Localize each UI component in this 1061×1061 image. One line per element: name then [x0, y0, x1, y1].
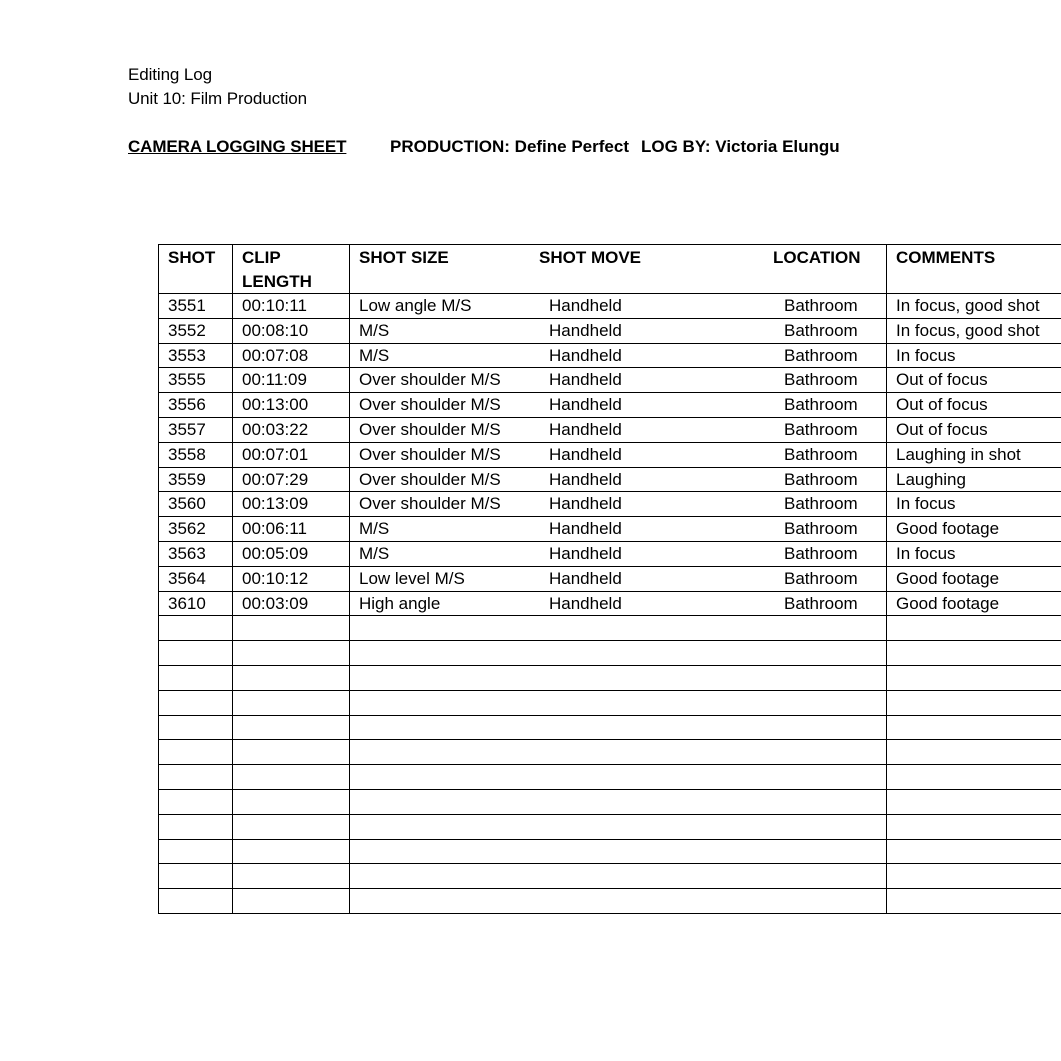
cell-comments: In focus	[896, 544, 956, 563]
production-name: PRODUCTION: Define Perfect	[390, 137, 629, 156]
row-divider	[158, 665, 1061, 666]
column-header-location: LOCATION	[773, 248, 861, 267]
cell-shot: 3555	[168, 370, 206, 389]
cell-shot-move: Handheld	[549, 569, 622, 588]
row-divider	[158, 739, 1061, 740]
log-by: LOG BY: Victoria Elungu	[641, 137, 840, 156]
row-divider	[158, 863, 1061, 864]
column-header-length: LENGTH	[242, 272, 312, 291]
row-divider	[158, 814, 1061, 815]
cell-clip-length: 00:08:10	[242, 321, 309, 340]
cell-location: Bathroom	[784, 321, 858, 340]
cell-comments: In focus	[896, 494, 956, 513]
camera-log-table	[158, 244, 1061, 915]
cell-clip-length: 00:03:09	[242, 594, 309, 613]
unit-title: Unit 10: Film Production	[128, 89, 308, 108]
cell-comments: In focus, good shot	[896, 296, 1040, 315]
cell-location: Bathroom	[784, 346, 858, 365]
cell-comments: Good footage	[896, 569, 1000, 588]
cell-shot: 3564	[168, 569, 206, 588]
cell-comments: Out of focus	[896, 420, 988, 439]
cell-location: Bathroom	[784, 296, 858, 315]
cell-shot-move: Handheld	[549, 494, 622, 513]
cell-shot-size: Over shoulder M/S	[359, 494, 501, 513]
cell-comments: Good footage	[896, 519, 1000, 538]
cell-shot: 3610	[168, 594, 206, 613]
cell-shot-size: High angle	[359, 594, 441, 613]
cell-location: Bathroom	[784, 594, 858, 613]
cell-shot-move: Handheld	[549, 594, 622, 613]
cell-comments: Laughing	[896, 470, 966, 489]
cell-clip-length: 00:06:11	[242, 519, 307, 538]
cell-shot-size: Over shoulder M/S	[359, 395, 501, 414]
cell-shot-move: Handheld	[549, 346, 622, 365]
sheet-title-wrap	[128, 137, 346, 157]
cell-location: Bathroom	[784, 370, 858, 389]
cell-clip-length: 00:10:12	[242, 569, 309, 588]
cell-shot-size: Over shoulder M/S	[359, 370, 501, 389]
cell-shot-size: M/S	[359, 544, 390, 563]
cell-location: Bathroom	[784, 544, 858, 563]
cell-shot-size: Over shoulder M/S	[359, 420, 501, 439]
cell-shot-size: M/S	[359, 519, 390, 538]
cell-comments: In focus	[896, 346, 956, 365]
cell-clip-length: 00:11:09	[242, 370, 307, 389]
row-divider	[158, 888, 1061, 889]
column-divider	[158, 244, 159, 913]
cell-shot-size: Low angle M/S	[359, 296, 472, 315]
cell-location: Bathroom	[784, 395, 858, 414]
column-header-shot-move: SHOT MOVE	[539, 248, 642, 267]
cell-comments: In focus, good shot	[896, 321, 1040, 340]
cell-shot-move: Handheld	[549, 321, 622, 340]
cell-shot-size: Over shoulder M/S	[359, 470, 501, 489]
row-divider	[158, 715, 1061, 716]
row-divider	[158, 244, 1061, 245]
cell-clip-length: 00:05:09	[242, 544, 309, 563]
cell-shot: 3556	[168, 395, 206, 414]
row-divider	[158, 764, 1061, 765]
cell-location: Bathroom	[784, 470, 858, 489]
cell-shot-size: Low level M/S	[359, 569, 465, 588]
cell-shot: 3552	[168, 321, 206, 340]
cell-clip-length: 00:07:29	[242, 470, 309, 489]
cell-clip-length: 00:03:22	[242, 420, 309, 439]
cell-shot: 3562	[168, 519, 206, 538]
cell-shot: 3557	[168, 420, 206, 439]
cell-comments: Laughing in shot	[896, 445, 1021, 464]
cell-shot: 3553	[168, 346, 206, 365]
cell-shot-size: M/S	[359, 321, 390, 340]
cell-clip-length: 00:07:01	[242, 445, 309, 464]
cell-shot: 3558	[168, 445, 206, 464]
column-divider	[349, 244, 350, 913]
cell-location: Bathroom	[784, 420, 858, 439]
cell-shot-move: Handheld	[549, 420, 622, 439]
cell-comments: Good footage	[896, 594, 1000, 613]
cell-location: Bathroom	[784, 445, 858, 464]
cell-shot: 3563	[168, 544, 206, 563]
cell-clip-length: 00:07:08	[242, 346, 309, 365]
cell-clip-length: 00:10:11	[242, 296, 307, 315]
cell-location: Bathroom	[784, 569, 858, 588]
sheet-title: CAMERA LOGGING SHEET	[128, 137, 347, 156]
cell-location: Bathroom	[784, 519, 858, 538]
cell-clip-length: 00:13:00	[242, 395, 309, 414]
cell-shot-move: Handheld	[549, 296, 622, 315]
cell-comments: Out of focus	[896, 370, 988, 389]
row-divider	[158, 913, 1061, 914]
cell-shot-move: Handheld	[549, 370, 622, 389]
cell-location: Bathroom	[784, 494, 858, 513]
cell-shot: 3560	[168, 494, 206, 513]
column-divider	[232, 244, 233, 913]
cell-shot: 3551	[168, 296, 206, 315]
cell-shot-size: Over shoulder M/S	[359, 445, 501, 464]
column-header-clip: CLIP	[242, 248, 281, 267]
column-header-comments: COMMENTS	[896, 248, 996, 267]
column-divider	[886, 244, 887, 913]
row-divider	[158, 640, 1061, 641]
cell-shot-move: Handheld	[549, 395, 622, 414]
cell-shot-move: Handheld	[549, 445, 622, 464]
cell-comments: Out of focus	[896, 395, 988, 414]
row-divider	[158, 789, 1061, 790]
cell-clip-length: 00:13:09	[242, 494, 309, 513]
row-divider	[158, 839, 1061, 840]
column-header-shot-size: SHOT SIZE	[359, 248, 449, 267]
document-heading: Editing Log	[128, 65, 212, 84]
cell-shot-move: Handheld	[549, 519, 622, 538]
cell-shot: 3559	[168, 470, 206, 489]
cell-shot-move: Handheld	[549, 470, 622, 489]
cell-shot-size: M/S	[359, 346, 390, 365]
cell-shot-move: Handheld	[549, 544, 622, 563]
row-divider	[158, 690, 1061, 691]
column-header-shot: SHOT	[168, 248, 216, 267]
